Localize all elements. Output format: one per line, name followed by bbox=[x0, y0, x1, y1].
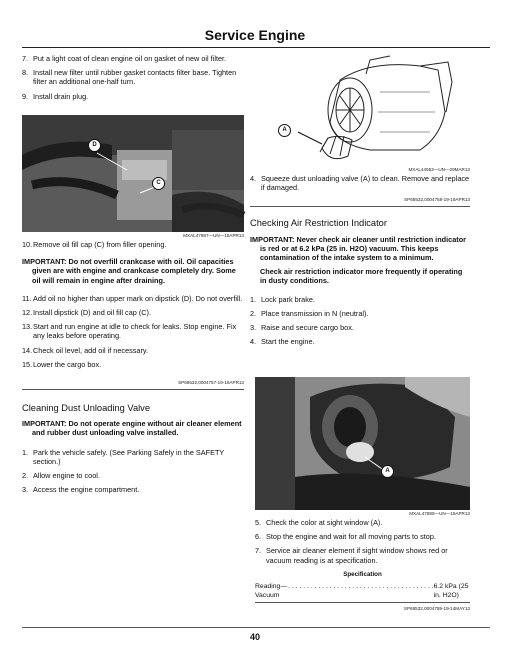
sight-window-photo bbox=[255, 377, 470, 510]
section-heading: Cleaning Dust Unloading Valve bbox=[22, 403, 150, 414]
air-cleaner-illustration bbox=[270, 52, 470, 164]
reference-code: SP68532,0004758-19-19APR13 bbox=[404, 197, 470, 203]
right-column bbox=[250, 167, 470, 351]
step-item: 3. Raise and secure cargo box. bbox=[250, 323, 354, 333]
important-note: IMPORTANT: Do not overfill crankcase with oil. Oil capacities given are with engine and crankcase completely dry. Some oil will remain in engine after draining. bbox=[22, 257, 236, 285]
spec-leader-dots: . . . . . . . . . . . . . . . . . . . . . . . . . . . . . . . . . . . . . . . bbox=[288, 583, 434, 591]
step-item: 7. Service air cleaner element if sight window shows red or vacuum reading is at specification. bbox=[255, 546, 448, 565]
air-cleaner-drawing bbox=[270, 52, 470, 164]
step-item: 9. Install drain plug. bbox=[22, 91, 89, 101]
left-column bbox=[22, 54, 244, 106]
page-title: Service Engine bbox=[204, 27, 306, 43]
title-divider bbox=[22, 47, 490, 48]
right-column-lower bbox=[255, 511, 470, 612]
step-item: 8. Install new filter until rubber gasket contacts filter base. Tighten filter an additional one-half turn. bbox=[22, 68, 237, 87]
step-item: 4. Start the engine. bbox=[250, 337, 315, 347]
step-item: 12. Install dipstick (D) and oil fill cap (C). bbox=[22, 308, 152, 318]
spec-divider bbox=[255, 602, 470, 603]
step-item: 2. Allow engine to cool. bbox=[22, 471, 100, 481]
spec-heading: Specification bbox=[343, 570, 382, 578]
section-heading: Checking Air Restriction Indicator bbox=[250, 218, 387, 229]
step-item: 11. Add oil no higher than upper mark on dipstick (D). Do not overfill. bbox=[22, 293, 243, 303]
step-item: 15. Lower the cargo box. bbox=[22, 359, 102, 369]
step-item: 3. Access the engine compartment. bbox=[22, 485, 140, 495]
figure-caption: MXAL47889—UN—19APR13 bbox=[409, 511, 470, 516]
sight-window-illustration bbox=[255, 377, 470, 510]
callout-d: D bbox=[88, 139, 101, 152]
step-item: 7. Put a light coat of clean engine oil on gasket of new oil filter. bbox=[22, 54, 227, 63]
figure-caption: MXAL44553—UN—29MAR13 bbox=[408, 167, 470, 172]
engine-oil-illustration bbox=[22, 115, 244, 232]
step-item: 4. Squeeze dust unloading valve (A) to clean. Remove and replace if damaged. bbox=[250, 174, 470, 193]
callout-a: A bbox=[278, 124, 291, 137]
step-item: 14. Check oil level, add oil if necessary. bbox=[22, 345, 149, 355]
step-item: 2. Place transmission in N (neutral). bbox=[250, 308, 369, 318]
step-item: 1. Park the vehicle safely. (See Parking Safely in the SAFETY section.) bbox=[22, 447, 225, 466]
footer-divider bbox=[22, 627, 490, 628]
spec-label: Reading—Vacuum bbox=[255, 583, 288, 600]
step-item: 1. Lock park brake. bbox=[250, 294, 315, 304]
figure-caption: MXAL47887—UN—19APR13 bbox=[183, 233, 244, 238]
important-note: IMPORTANT: Do not operate engine without air cleaner element and rubber dust unloading valve installed. bbox=[22, 419, 242, 438]
important-note-detail: Check air restriction indicator more frequently if operating in dusty conditions. bbox=[260, 267, 463, 286]
spec-row bbox=[255, 582, 470, 600]
section-divider bbox=[22, 389, 244, 390]
callout-c: C bbox=[152, 177, 165, 190]
step-item: 13. Start and run engine at idle to check for leaks. Stop engine. Fix any leaks before operating. bbox=[22, 322, 237, 341]
section-divider bbox=[250, 206, 470, 207]
page-number: 40 bbox=[249, 632, 260, 642]
important-note: IMPORTANT: Never check air cleaner until restriction indicator is red or at 6.2 kPa (25 in. H2O) vacuum. This keeps contamination of the intake system to a minimum. bbox=[250, 234, 466, 263]
engine-oil-photo bbox=[22, 115, 244, 232]
spec-value: 6.2 kPa (25 in. H2O) bbox=[433, 583, 469, 600]
left-column-lower bbox=[22, 233, 244, 499]
step-item: 5. Check the color at sight window (A). bbox=[255, 518, 383, 527]
reference-code: SP68532,0004757-19-19APR13 bbox=[178, 380, 244, 386]
step-item: 6. Stop the engine and wait for all moving parts to stop. bbox=[255, 532, 436, 542]
reference-code: SP68532,0004759-19-14MAY13 bbox=[403, 606, 470, 612]
callout-a: A bbox=[381, 465, 394, 478]
step-item: 10. Remove oil fill cap (C) from filler opening. bbox=[22, 240, 167, 249]
